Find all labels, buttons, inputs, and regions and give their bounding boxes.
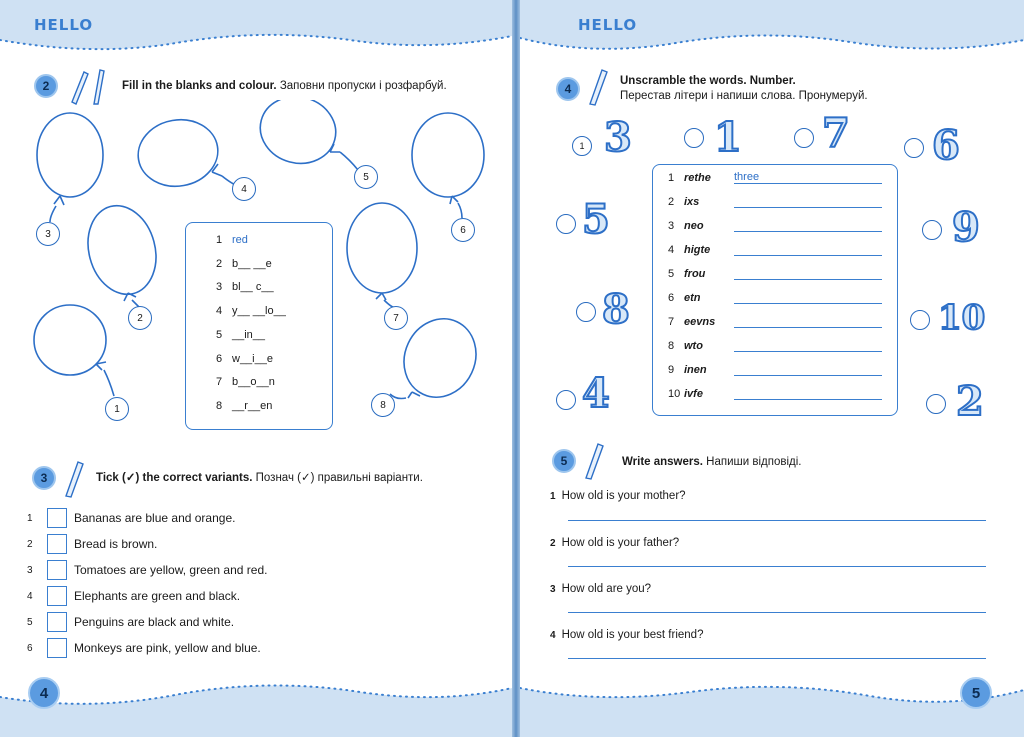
exercise-4-title: [620, 74, 920, 104]
scramble-row: 1 rethe three: [668, 171, 882, 184]
answer-line[interactable]: [734, 315, 882, 328]
scramble-row: 5 frou: [668, 267, 882, 280]
exercise-2-number: 2: [34, 74, 58, 98]
tick-checkbox[interactable]: [47, 534, 67, 554]
answer-line[interactable]: [734, 363, 882, 376]
big-number: 8: [602, 286, 630, 333]
colour-word-row: 2 b__ __e: [216, 258, 272, 270]
tick-item: 2 Bread is brown.: [27, 534, 157, 554]
bottom-wave-decoration: [0, 672, 512, 737]
big-number: 9: [952, 204, 980, 251]
question: 2 How old is your father?: [550, 537, 680, 549]
colour-words-box: [185, 222, 333, 430]
balloon-label-7: 7: [384, 306, 408, 330]
answer-line[interactable]: [568, 658, 986, 659]
exercise-4-title-ua: Перестав літери і напиши слова. Пронумеруй.: [620, 90, 868, 102]
number-circle[interactable]: [904, 138, 924, 158]
big-number: 7: [822, 110, 850, 157]
scramble-row: 3 neo: [668, 219, 882, 232]
tick-item: 6 Monkeys are pink, yellow and blue.: [27, 638, 261, 658]
exercise-3-title: [96, 471, 423, 486]
tick-checkbox[interactable]: [47, 612, 67, 632]
page-number-left: 4: [28, 677, 60, 709]
hello-logo: HELLO: [578, 16, 638, 34]
scramble-row: 6 etn: [668, 291, 882, 304]
answer-line[interactable]: [568, 566, 986, 567]
right-page: [520, 0, 1024, 737]
exercise-4-title-en: Unscramble the words. Number.: [620, 75, 796, 87]
number-circle-example: 1: [572, 136, 592, 156]
big-number: 5: [582, 196, 610, 243]
pencil-icon: [62, 458, 86, 498]
exercise-5-number: 5: [552, 449, 576, 473]
exercise-5-title-ua: Напиши відповіді.: [706, 456, 802, 468]
hello-logo: HELLO: [34, 16, 94, 34]
number-circle[interactable]: [922, 220, 942, 240]
scramble-row: 7 eevns: [668, 315, 882, 328]
exercise-5-title-en: Write answers.: [622, 456, 703, 468]
balloon-label-2: 2: [128, 306, 152, 330]
number-circle[interactable]: [910, 310, 930, 330]
exercise-4-number: 4: [556, 77, 580, 101]
colour-word-row: 1 red: [216, 234, 248, 246]
tick-item: 3 Tomatoes are yellow, green and red.: [27, 560, 267, 580]
tick-checkbox[interactable]: [47, 638, 67, 658]
big-number: 3: [604, 114, 632, 161]
answer-line[interactable]: [734, 291, 882, 304]
scramble-row: 4 higte: [668, 243, 882, 256]
big-number: 2: [956, 378, 984, 425]
answer-line[interactable]: [734, 339, 882, 352]
scramble-row: 8 wto: [668, 339, 882, 352]
answer-line[interactable]: [734, 243, 882, 256]
number-circle[interactable]: [576, 302, 596, 322]
balloon-label-4: 4: [232, 177, 256, 201]
balloon-label-5: 5: [354, 165, 378, 189]
colour-word-row: 5 __in__: [216, 329, 266, 341]
big-number: 1: [714, 114, 742, 161]
question: 4 How old is your best friend?: [550, 629, 704, 641]
scramble-words-box: [652, 164, 898, 416]
answer-line[interactable]: three: [734, 171, 882, 184]
answer-line[interactable]: [734, 195, 882, 208]
answer-line[interactable]: [734, 387, 882, 400]
colour-word-row: 4 y__ __lo__: [216, 305, 286, 317]
tick-item: 1 Bananas are blue and orange.: [27, 508, 235, 528]
colour-word-row: 8 __r__en: [216, 400, 273, 412]
number-circle[interactable]: [556, 390, 576, 410]
exercise-2-title-en: Fill in the blanks and colour.: [122, 80, 277, 92]
big-number: 6: [932, 122, 960, 169]
tick-item: 5 Penguins are black and white.: [27, 612, 234, 632]
big-number: 10: [938, 298, 986, 338]
balloon-label-1: 1: [105, 397, 129, 421]
pencil-icon: [586, 66, 610, 106]
balloon-label-8: 8: [371, 393, 395, 417]
question: 3 How old are you?: [550, 583, 652, 595]
number-circle[interactable]: [556, 214, 576, 234]
number-circle[interactable]: [926, 394, 946, 414]
number-circle[interactable]: [684, 128, 704, 148]
big-number: 4: [582, 370, 610, 417]
exercise-3-title-en: Tick (✓) the correct variants.: [96, 472, 253, 484]
tick-checkbox[interactable]: [47, 560, 67, 580]
exercise-2-title: [122, 79, 447, 94]
number-circle[interactable]: [794, 128, 814, 148]
colour-word-row: 7 b__o__n: [216, 376, 275, 388]
scramble-row: 2 ixs: [668, 195, 882, 208]
pencil-icon: [582, 440, 606, 480]
tick-checkbox[interactable]: [47, 508, 67, 528]
answer-line[interactable]: [568, 520, 986, 521]
exercise-5-title: [622, 455, 802, 470]
exercise-3-title-ua: Познач (✓) правильні варіанти.: [255, 472, 423, 484]
answer-line[interactable]: [734, 219, 882, 232]
balloon-label-6: 6: [451, 218, 475, 242]
answer-line[interactable]: [734, 267, 882, 280]
balloon-label-3: 3: [36, 222, 60, 246]
exercise-3-number: 3: [32, 466, 56, 490]
colour-word-row: 6 w__i__e: [216, 353, 273, 365]
bottom-wave-decoration: [520, 672, 1024, 737]
question: 1 How old is your mother?: [550, 490, 686, 502]
scramble-row: 9 inen: [668, 363, 882, 376]
page-number-right: 5: [960, 677, 992, 709]
colour-word-row: 3 bl__ c__: [216, 281, 274, 293]
tick-item: 4 Elephants are green and black.: [27, 586, 240, 606]
book-gutter: [512, 0, 520, 737]
tick-checkbox[interactable]: [47, 586, 67, 606]
exercise-2-title-ua: Заповни пропуски і розфарбуй.: [279, 80, 447, 92]
scramble-row: 10 ivfe: [668, 387, 882, 400]
answer-line[interactable]: [568, 612, 986, 613]
